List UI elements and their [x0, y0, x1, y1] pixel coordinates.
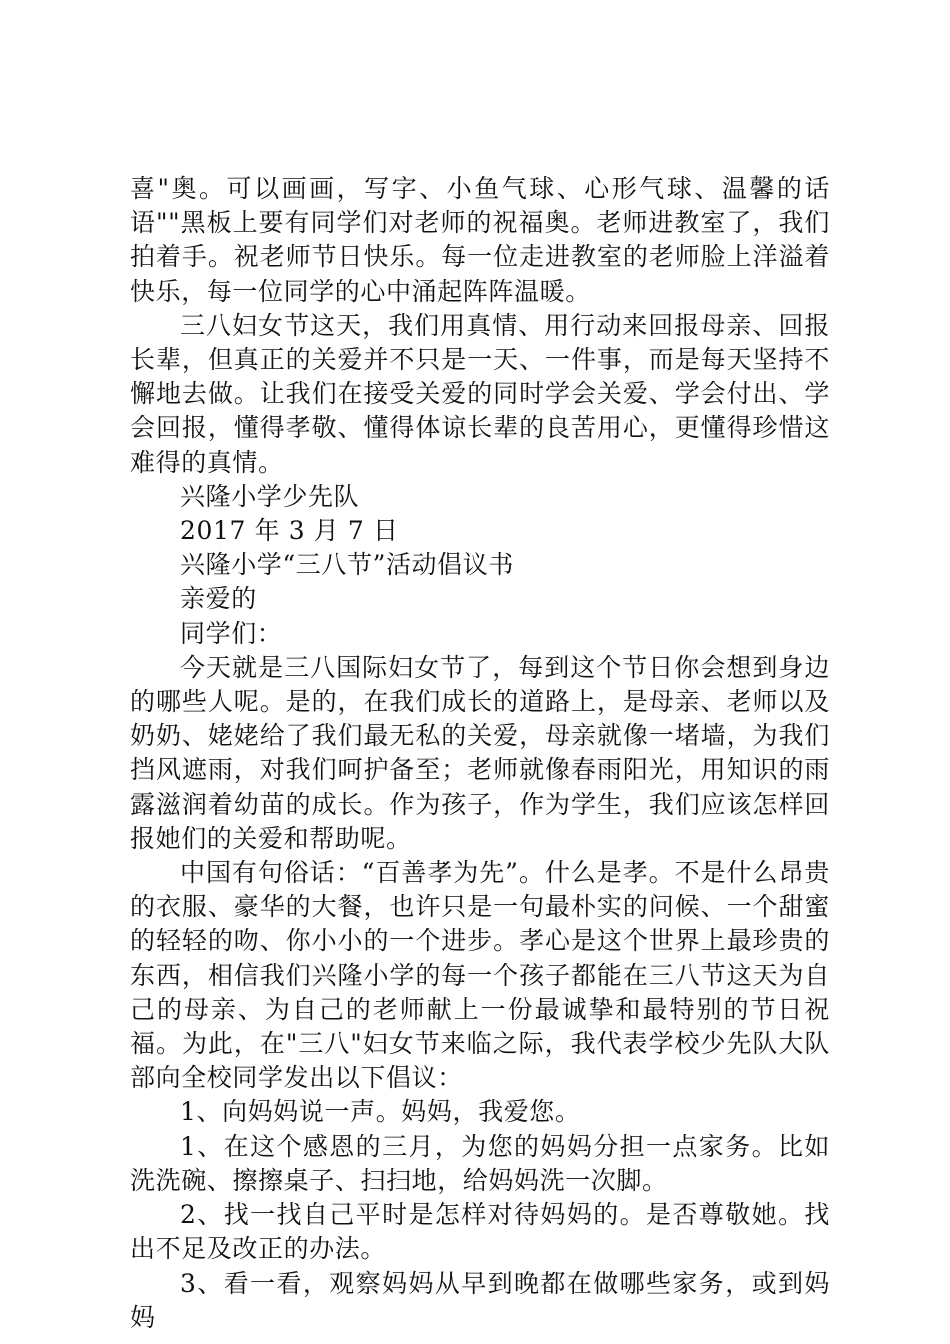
paragraph-womens-day-care: 三八妇女节这天，我们用真情、用行动来回报母亲、回报长辈，但真正的关爱并不只是一天、一件事，而是每天坚持不懈地去做。让我们在接受关爱的同时学会关爱、学会付出、学会回报，懂得孝敬、懂得体谅长辈的良苦用心，更懂得珍惜这难得的真情。 [130, 310, 830, 477]
salutation-line-2: 同学们： [180, 618, 283, 648]
paragraph-intro: 今天就是三八国际妇女节了，每到这个节日你会想到身边的哪些人呢。是的，在我们成长的道路上，是母亲、老师以及奶奶、姥姥给了我们最无私的关爱，母亲就像一堵墙，为我们挡风遮雨，对我们呵护备至；老师就像春雨阳光，用知识的雨露滋润着幼苗的成长。作为孩子，作为学生，我们应该怎样回报她们的关爱和帮助呢。 [130, 652, 830, 853]
signature-date: 2017 年 3 月 7 日 [180, 516, 399, 546]
signature-organization: 兴隆小学少先队 [180, 481, 360, 511]
paragraph-filial-piety: 中国有句俗话：“百善孝为先”。什么是孝。不是什么昂贵的衣服、豪华的大餐，也许只是一句最朴实的问候、一个甜蜜的轻轻的吻、你小小的一个进步。孝心是这个世界上最珍贵的东西，相信我们兴隆小学的每一个孩子都能在三八节这天为自己的母亲、为自己的老师献上一份最诚挚和最特别的节日祝福。为此，在"三八"妇女节来临之际，我代表学校少先队大队部向全校同学发出以下倡议： [130, 858, 830, 1093]
paragraph-closing-activity: 喜"奥。可以画画，写字、小鱼气球、心形气球、温馨的话语""黑板上要有同学们对老师的祝福奥。老师进教室了，我们拍着手。祝老师节日快乐。每一位走进教室的老师脸上洋溢着快乐，每一位同学的心中涌起阵阵温暖。 [130, 174, 830, 306]
proposal-item-2: 2、找一找自己平时是怎样对待妈妈的。是否尊敬她。找出不足及改正的办法。 [130, 1200, 830, 1264]
document-title: 兴隆小学“三八节”活动倡议书 [180, 550, 514, 580]
document-body [130, 172, 830, 1335]
proposal-item-3: 3、看一看，观察妈妈从早到晚都在做哪些家务，或到妈妈 [130, 1268, 830, 1332]
proposal-item-1a: 1、向妈妈说一声。妈妈，我爱您。 [180, 1097, 581, 1127]
proposal-item-1b: 1、在这个感恩的三月，为您的妈妈分担一点家务。比如洗洗碗、擦擦桌子、扫扫地，给妈妈洗一次脚。 [130, 1131, 830, 1195]
salutation-line-1: 亲爱的 [180, 584, 257, 614]
